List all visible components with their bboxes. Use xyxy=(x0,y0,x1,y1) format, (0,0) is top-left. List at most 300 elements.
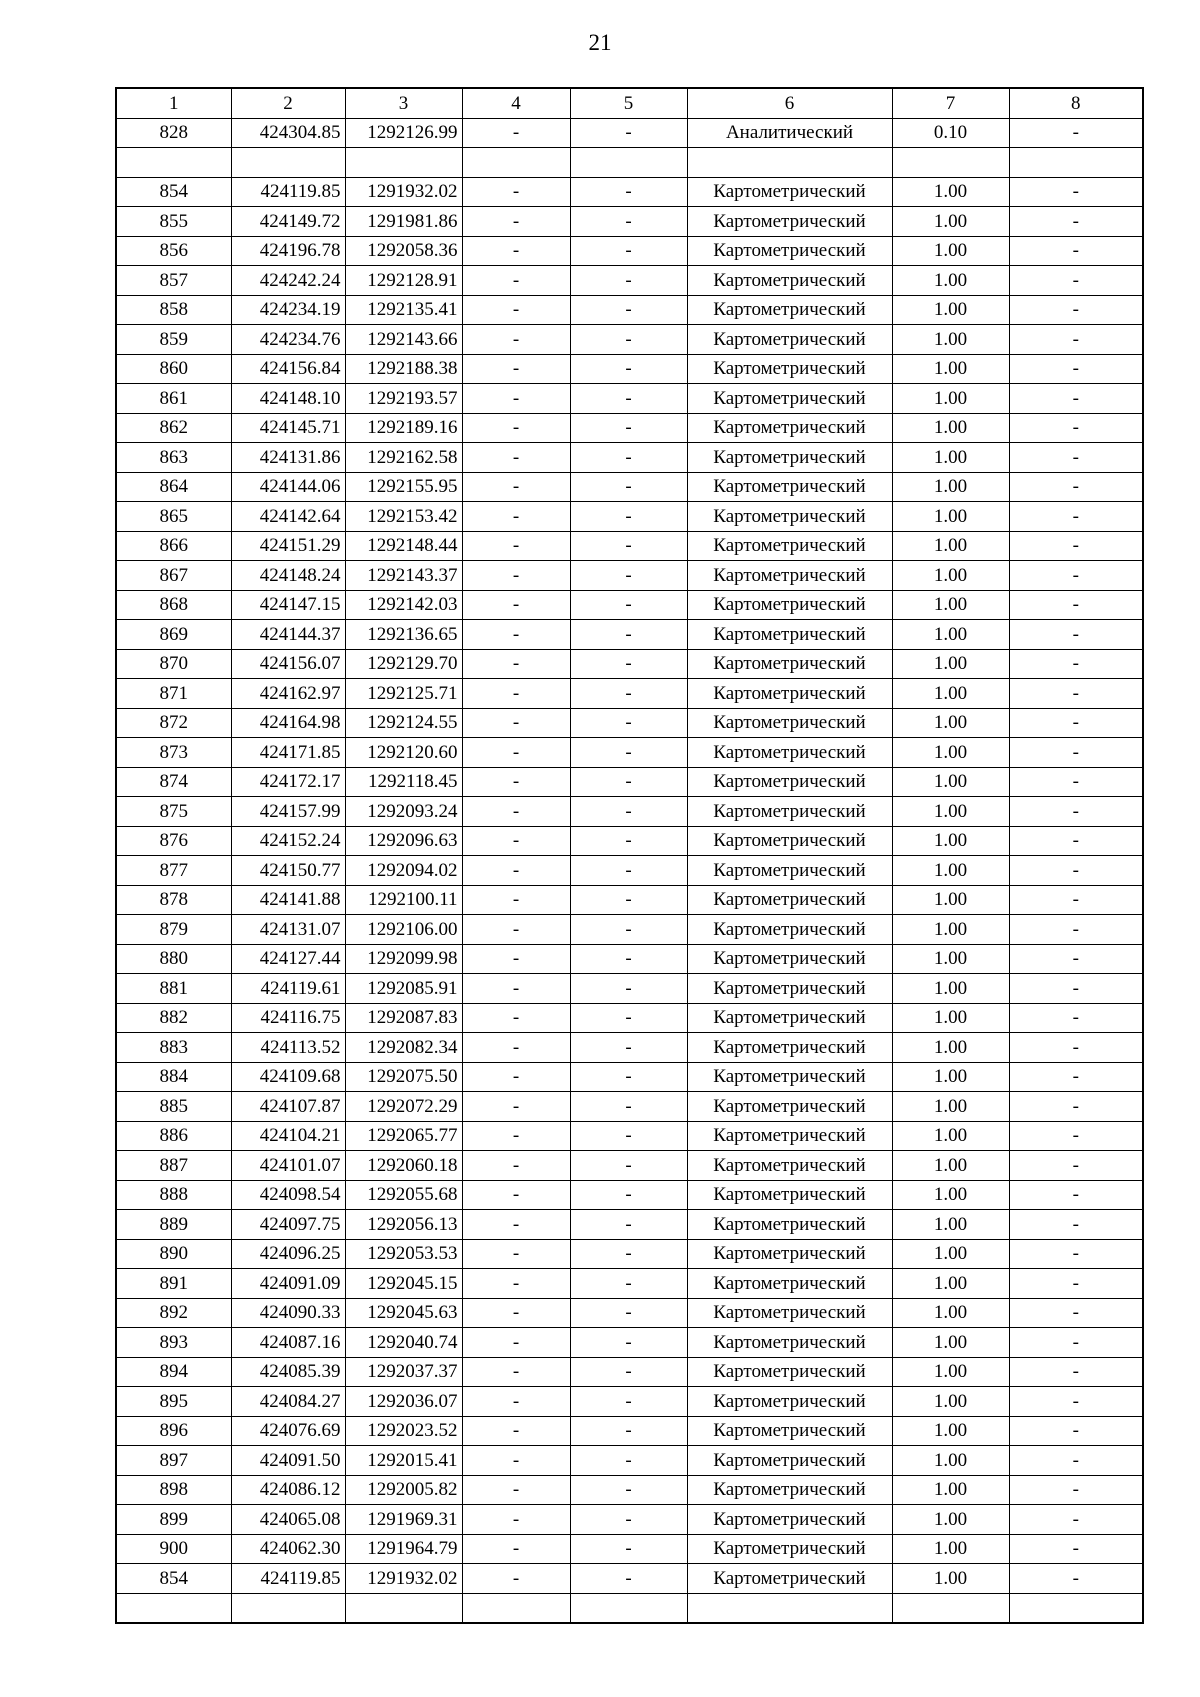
table-cell: 424150.77 xyxy=(231,856,345,886)
table-row xyxy=(116,1003,1143,1033)
table-row xyxy=(116,295,1143,325)
table-cell: Картометрический xyxy=(687,1269,892,1299)
table-cell: 1292023.52 xyxy=(345,1416,462,1446)
table-cell: 424144.06 xyxy=(231,472,345,502)
table-cell: 1.00 xyxy=(892,1151,1009,1181)
table-cell: - xyxy=(462,384,570,414)
table-cell: - xyxy=(1009,856,1143,886)
table-cell: - xyxy=(570,1298,687,1328)
table-row xyxy=(116,1269,1143,1299)
table-cell: 867 xyxy=(116,561,231,591)
table-cell: 1292128.91 xyxy=(345,266,462,296)
table-cell: Картометрический xyxy=(687,413,892,443)
table-cell: 424141.88 xyxy=(231,885,345,915)
table-cell: - xyxy=(570,797,687,827)
table-row xyxy=(116,1210,1143,1240)
table-cell: - xyxy=(570,1328,687,1358)
table-cell: 424151.29 xyxy=(231,531,345,561)
table-cell: 424065.08 xyxy=(231,1505,345,1535)
table-cell: - xyxy=(1009,1033,1143,1063)
table-cell: Картометрический xyxy=(687,1003,892,1033)
table-cell: - xyxy=(1009,531,1143,561)
table-cell: - xyxy=(570,1092,687,1122)
table-cell: - xyxy=(1009,1328,1143,1358)
table-cell: Картометрический xyxy=(687,1151,892,1181)
table-cell: 1291964.79 xyxy=(345,1534,462,1564)
table-cell: - xyxy=(462,826,570,856)
table-cell: 1292126.99 xyxy=(345,118,462,148)
table-row xyxy=(116,590,1143,620)
table-cell: - xyxy=(570,1475,687,1505)
table-cell: 1.00 xyxy=(892,856,1009,886)
table-cell: 891 xyxy=(116,1269,231,1299)
table-cell: 1.00 xyxy=(892,1062,1009,1092)
table-cell: 892 xyxy=(116,1298,231,1328)
table-cell: 1292162.58 xyxy=(345,443,462,473)
column-header: 6 xyxy=(687,88,892,118)
table-cell: - xyxy=(1009,590,1143,620)
table-cell: 1292129.70 xyxy=(345,649,462,679)
table-cell: - xyxy=(462,1564,570,1594)
table-cell: - xyxy=(570,413,687,443)
table-cell: - xyxy=(1009,1416,1143,1446)
table-cell: - xyxy=(570,266,687,296)
table-cell: 424107.87 xyxy=(231,1092,345,1122)
table-cell: 1.00 xyxy=(892,1003,1009,1033)
table-cell: 1.00 xyxy=(892,561,1009,591)
column-header: 7 xyxy=(892,88,1009,118)
table-cell: Картометрический xyxy=(687,1239,892,1269)
table-cell: 864 xyxy=(116,472,231,502)
table-cell: - xyxy=(1009,1475,1143,1505)
table-cell: 888 xyxy=(116,1180,231,1210)
table-cell: 897 xyxy=(116,1446,231,1476)
table-row xyxy=(116,236,1143,266)
table-cell: - xyxy=(1009,885,1143,915)
table-cell: - xyxy=(570,354,687,384)
table-cell: 1.00 xyxy=(892,885,1009,915)
table-cell: 1.00 xyxy=(892,679,1009,709)
table-cell: 424097.75 xyxy=(231,1210,345,1240)
table-cell: - xyxy=(1009,944,1143,974)
table-cell: - xyxy=(462,1475,570,1505)
table-row xyxy=(116,767,1143,797)
table-body xyxy=(116,88,1143,1623)
table-cell: Картометрический xyxy=(687,826,892,856)
table-row xyxy=(116,413,1143,443)
table-cell: Картометрический xyxy=(687,1033,892,1063)
table-cell: Картометрический xyxy=(687,1062,892,1092)
table-cell: - xyxy=(570,1239,687,1269)
table-cell: - xyxy=(462,767,570,797)
table-cell: - xyxy=(1009,413,1143,443)
table-cell: 424119.61 xyxy=(231,974,345,1004)
table-cell: - xyxy=(462,1357,570,1387)
table-cell: - xyxy=(570,207,687,237)
table-cell: - xyxy=(462,325,570,355)
table-cell: Картометрический xyxy=(687,1210,892,1240)
table-cell: - xyxy=(570,1564,687,1594)
table-cell: 1.00 xyxy=(892,590,1009,620)
table-cell: - xyxy=(570,1446,687,1476)
table-cell: - xyxy=(462,974,570,1004)
table-cell: 1292142.03 xyxy=(345,590,462,620)
table-row xyxy=(116,1121,1143,1151)
table-cell: 424119.85 xyxy=(231,177,345,207)
table-row xyxy=(116,1328,1143,1358)
table-cell: 1291932.02 xyxy=(345,1564,462,1594)
table-cell: 1.00 xyxy=(892,1298,1009,1328)
table-row xyxy=(116,620,1143,650)
table-cell xyxy=(570,148,687,178)
table-cell: - xyxy=(1009,472,1143,502)
table-cell: 1.00 xyxy=(892,384,1009,414)
table-cell: - xyxy=(570,531,687,561)
table-cell: 1292124.55 xyxy=(345,708,462,738)
table-cell: Картометрический xyxy=(687,236,892,266)
table-cell: 1292188.38 xyxy=(345,354,462,384)
table-cell: - xyxy=(1009,1357,1143,1387)
table-row xyxy=(116,856,1143,886)
table-row xyxy=(116,944,1143,974)
column-header: 2 xyxy=(231,88,345,118)
table-cell: - xyxy=(462,443,570,473)
table-cell: - xyxy=(1009,177,1143,207)
table-cell: - xyxy=(1009,1151,1143,1181)
table-cell: 424113.52 xyxy=(231,1033,345,1063)
table-cell: 875 xyxy=(116,797,231,827)
table-cell: - xyxy=(1009,502,1143,532)
table-cell: 424152.24 xyxy=(231,826,345,856)
table-cell: - xyxy=(570,502,687,532)
table-cell: 1292055.68 xyxy=(345,1180,462,1210)
table-cell: Картометрический xyxy=(687,590,892,620)
table-cell: 1292085.91 xyxy=(345,974,462,1004)
table-cell: - xyxy=(570,915,687,945)
table-cell: 1.00 xyxy=(892,1357,1009,1387)
table-cell: Аналитический xyxy=(687,118,892,148)
table-cell: 424090.33 xyxy=(231,1298,345,1328)
table-cell: 1292100.11 xyxy=(345,885,462,915)
table-row xyxy=(116,1475,1143,1505)
table-cell: - xyxy=(462,1151,570,1181)
table-cell: 1292087.83 xyxy=(345,1003,462,1033)
table-cell: 865 xyxy=(116,502,231,532)
table-cell: 858 xyxy=(116,295,231,325)
table-cell: - xyxy=(1009,354,1143,384)
table-cell: 1291932.02 xyxy=(345,177,462,207)
table-cell xyxy=(345,1593,462,1623)
table-cell: Картометрический xyxy=(687,1416,892,1446)
table-cell: 1292118.45 xyxy=(345,767,462,797)
table-cell: 424119.85 xyxy=(231,1564,345,1594)
table-cell: - xyxy=(1009,738,1143,768)
table-row xyxy=(116,1033,1143,1063)
table-cell xyxy=(231,148,345,178)
table-cell: - xyxy=(570,118,687,148)
table-cell: - xyxy=(570,1180,687,1210)
table-cell: - xyxy=(1009,1003,1143,1033)
table-cell: 861 xyxy=(116,384,231,414)
table-cell: - xyxy=(462,236,570,266)
table-row xyxy=(116,266,1143,296)
table-cell xyxy=(231,1593,345,1623)
table-cell: 1.00 xyxy=(892,1269,1009,1299)
table-cell: - xyxy=(462,1092,570,1122)
table-cell: 1292106.00 xyxy=(345,915,462,945)
table-cell: 880 xyxy=(116,944,231,974)
table-cell: Картометрический xyxy=(687,1328,892,1358)
table-cell: 1292099.98 xyxy=(345,944,462,974)
table-cell: - xyxy=(1009,1210,1143,1240)
table-row xyxy=(116,974,1143,1004)
table-row xyxy=(116,148,1143,178)
table-cell: Картометрический xyxy=(687,974,892,1004)
table-row xyxy=(116,885,1143,915)
table-cell: 0.10 xyxy=(892,118,1009,148)
table-row xyxy=(116,325,1143,355)
table-cell: 1.00 xyxy=(892,236,1009,266)
table-row xyxy=(116,354,1143,384)
table-cell: Картометрический xyxy=(687,325,892,355)
table-cell: - xyxy=(570,1416,687,1446)
table-cell: 424091.50 xyxy=(231,1446,345,1476)
table-row xyxy=(116,207,1143,237)
table-cell: - xyxy=(462,1269,570,1299)
table-cell: 869 xyxy=(116,620,231,650)
table-cell: 889 xyxy=(116,1210,231,1240)
table-row xyxy=(116,1357,1143,1387)
table-cell: - xyxy=(462,944,570,974)
table-cell: 893 xyxy=(116,1328,231,1358)
table-cell: - xyxy=(1009,1239,1143,1269)
table-cell xyxy=(687,1593,892,1623)
table-row xyxy=(116,443,1143,473)
table-cell: 871 xyxy=(116,679,231,709)
table-cell: Картометрический xyxy=(687,1298,892,1328)
table-row xyxy=(116,738,1143,768)
table-cell: Картометрический xyxy=(687,472,892,502)
table-cell: 1292136.65 xyxy=(345,620,462,650)
table-cell: 424156.84 xyxy=(231,354,345,384)
table-row xyxy=(116,915,1143,945)
table-cell: 424149.72 xyxy=(231,207,345,237)
table-cell: - xyxy=(1009,1298,1143,1328)
table-cell: 883 xyxy=(116,1033,231,1063)
table-cell: - xyxy=(570,1534,687,1564)
table-cell: 859 xyxy=(116,325,231,355)
table-cell: - xyxy=(462,1416,570,1446)
table-cell: 1292193.57 xyxy=(345,384,462,414)
table-cell: 1.00 xyxy=(892,1475,1009,1505)
table-cell: - xyxy=(570,856,687,886)
table-cell: - xyxy=(1009,384,1143,414)
table-cell: 866 xyxy=(116,531,231,561)
table-cell: 1292075.50 xyxy=(345,1062,462,1092)
table-cell: - xyxy=(462,1505,570,1535)
table-cell xyxy=(687,148,892,178)
table-cell: 1.00 xyxy=(892,738,1009,768)
table-cell: - xyxy=(570,590,687,620)
table-cell: Картометрический xyxy=(687,1475,892,1505)
table-cell: 1292094.02 xyxy=(345,856,462,886)
table-cell: 1.00 xyxy=(892,1387,1009,1417)
table-cell: 1.00 xyxy=(892,1534,1009,1564)
table-cell: Картометрический xyxy=(687,531,892,561)
table-cell: - xyxy=(462,1239,570,1269)
table-row xyxy=(116,1180,1143,1210)
table-cell: 424234.76 xyxy=(231,325,345,355)
table-cell: 1.00 xyxy=(892,443,1009,473)
table-cell: - xyxy=(462,354,570,384)
table-row xyxy=(116,472,1143,502)
table-cell: Картометрический xyxy=(687,443,892,473)
table-header-row xyxy=(116,88,1143,118)
table-cell xyxy=(116,148,231,178)
table-cell: 1291981.86 xyxy=(345,207,462,237)
table-cell: - xyxy=(570,1062,687,1092)
table-cell xyxy=(462,148,570,178)
table-cell: - xyxy=(570,649,687,679)
table-cell: 424085.39 xyxy=(231,1357,345,1387)
table-cell xyxy=(892,148,1009,178)
table-cell: 1.00 xyxy=(892,826,1009,856)
table-cell: 1291969.31 xyxy=(345,1505,462,1535)
table-cell: - xyxy=(462,1534,570,1564)
table-cell: 886 xyxy=(116,1121,231,1151)
table-cell: 1292120.60 xyxy=(345,738,462,768)
table-cell: 890 xyxy=(116,1239,231,1269)
table-cell: 424145.71 xyxy=(231,413,345,443)
table-cell: Картометрический xyxy=(687,1092,892,1122)
table-cell: - xyxy=(570,325,687,355)
table-cell: 1292056.13 xyxy=(345,1210,462,1240)
table-cell: 1.00 xyxy=(892,531,1009,561)
table-cell: - xyxy=(1009,207,1143,237)
table-cell: 424084.27 xyxy=(231,1387,345,1417)
table-cell: 1.00 xyxy=(892,295,1009,325)
table-cell: 894 xyxy=(116,1357,231,1387)
table-cell: - xyxy=(1009,1505,1143,1535)
table-cell: 424171.85 xyxy=(231,738,345,768)
table-cell: 1292037.37 xyxy=(345,1357,462,1387)
table-cell: 898 xyxy=(116,1475,231,1505)
table-cell: - xyxy=(570,384,687,414)
table-row xyxy=(116,679,1143,709)
table-cell: - xyxy=(570,620,687,650)
table-cell: - xyxy=(1009,649,1143,679)
column-header: 1 xyxy=(116,88,231,118)
table-cell: - xyxy=(462,1298,570,1328)
table-cell: 1.00 xyxy=(892,944,1009,974)
table-cell: - xyxy=(570,944,687,974)
table-cell: - xyxy=(462,1387,570,1417)
table-row xyxy=(116,1062,1143,1092)
table-cell: - xyxy=(462,1062,570,1092)
table-cell: - xyxy=(462,649,570,679)
table-cell: - xyxy=(1009,561,1143,591)
table-cell: - xyxy=(462,590,570,620)
table-cell: 1292148.44 xyxy=(345,531,462,561)
table-row xyxy=(116,384,1143,414)
table-cell: 424172.17 xyxy=(231,767,345,797)
table-cell: Картометрический xyxy=(687,177,892,207)
table-cell: 424157.99 xyxy=(231,797,345,827)
table-cell: - xyxy=(462,295,570,325)
table-cell: 863 xyxy=(116,443,231,473)
table-cell: - xyxy=(1009,443,1143,473)
coordinates-table xyxy=(115,87,1144,1624)
table-cell: 860 xyxy=(116,354,231,384)
table-cell: - xyxy=(462,1328,570,1358)
table-cell: - xyxy=(570,767,687,797)
table-cell: 1.00 xyxy=(892,472,1009,502)
table-row xyxy=(116,531,1143,561)
table-cell: 424304.85 xyxy=(231,118,345,148)
table-cell: 1.00 xyxy=(892,915,1009,945)
table-cell: Картометрический xyxy=(687,1357,892,1387)
table-cell: 424196.78 xyxy=(231,236,345,266)
table-cell: - xyxy=(1009,1446,1143,1476)
table-cell: 424156.07 xyxy=(231,649,345,679)
table-row xyxy=(116,177,1143,207)
table-cell: 854 xyxy=(116,177,231,207)
table-cell: - xyxy=(570,443,687,473)
table-row xyxy=(116,1564,1143,1594)
table-cell: 874 xyxy=(116,767,231,797)
table-cell: 1.00 xyxy=(892,974,1009,1004)
table-cell: 1.00 xyxy=(892,1033,1009,1063)
table-cell: 424148.10 xyxy=(231,384,345,414)
table-cell: 1292153.42 xyxy=(345,502,462,532)
table-cell: 1292155.95 xyxy=(345,472,462,502)
table-cell: - xyxy=(462,561,570,591)
table-cell: Картометрический xyxy=(687,266,892,296)
table-cell: - xyxy=(462,856,570,886)
table-cell: Картометрический xyxy=(687,915,892,945)
table-cell: 873 xyxy=(116,738,231,768)
table-cell: - xyxy=(1009,1564,1143,1594)
table-cell: 1.00 xyxy=(892,1210,1009,1240)
table-row xyxy=(116,1239,1143,1269)
table-cell: - xyxy=(570,472,687,502)
table-cell: Картометрический xyxy=(687,767,892,797)
table-cell: - xyxy=(462,531,570,561)
table-cell: Картометрический xyxy=(687,649,892,679)
table-cell: Картометрический xyxy=(687,738,892,768)
column-header: 5 xyxy=(570,88,687,118)
table-row xyxy=(116,1151,1143,1181)
table-row xyxy=(116,561,1143,591)
table-cell: Картометрический xyxy=(687,1505,892,1535)
table-cell: Картометрический xyxy=(687,679,892,709)
table-cell: 885 xyxy=(116,1092,231,1122)
table-cell: - xyxy=(570,1269,687,1299)
table-cell: - xyxy=(570,708,687,738)
table-cell: - xyxy=(570,1505,687,1535)
table-cell: 877 xyxy=(116,856,231,886)
table-cell: Картометрический xyxy=(687,384,892,414)
table-cell: - xyxy=(462,118,570,148)
table-cell: - xyxy=(462,177,570,207)
table-cell: Картометрический xyxy=(687,944,892,974)
table-cell: 868 xyxy=(116,590,231,620)
table-cell: 1292143.37 xyxy=(345,561,462,591)
table-cell: 1292060.18 xyxy=(345,1151,462,1181)
table-cell: 1.00 xyxy=(892,1416,1009,1446)
table-cell: Картометрический xyxy=(687,1534,892,1564)
table-row xyxy=(116,1416,1143,1446)
